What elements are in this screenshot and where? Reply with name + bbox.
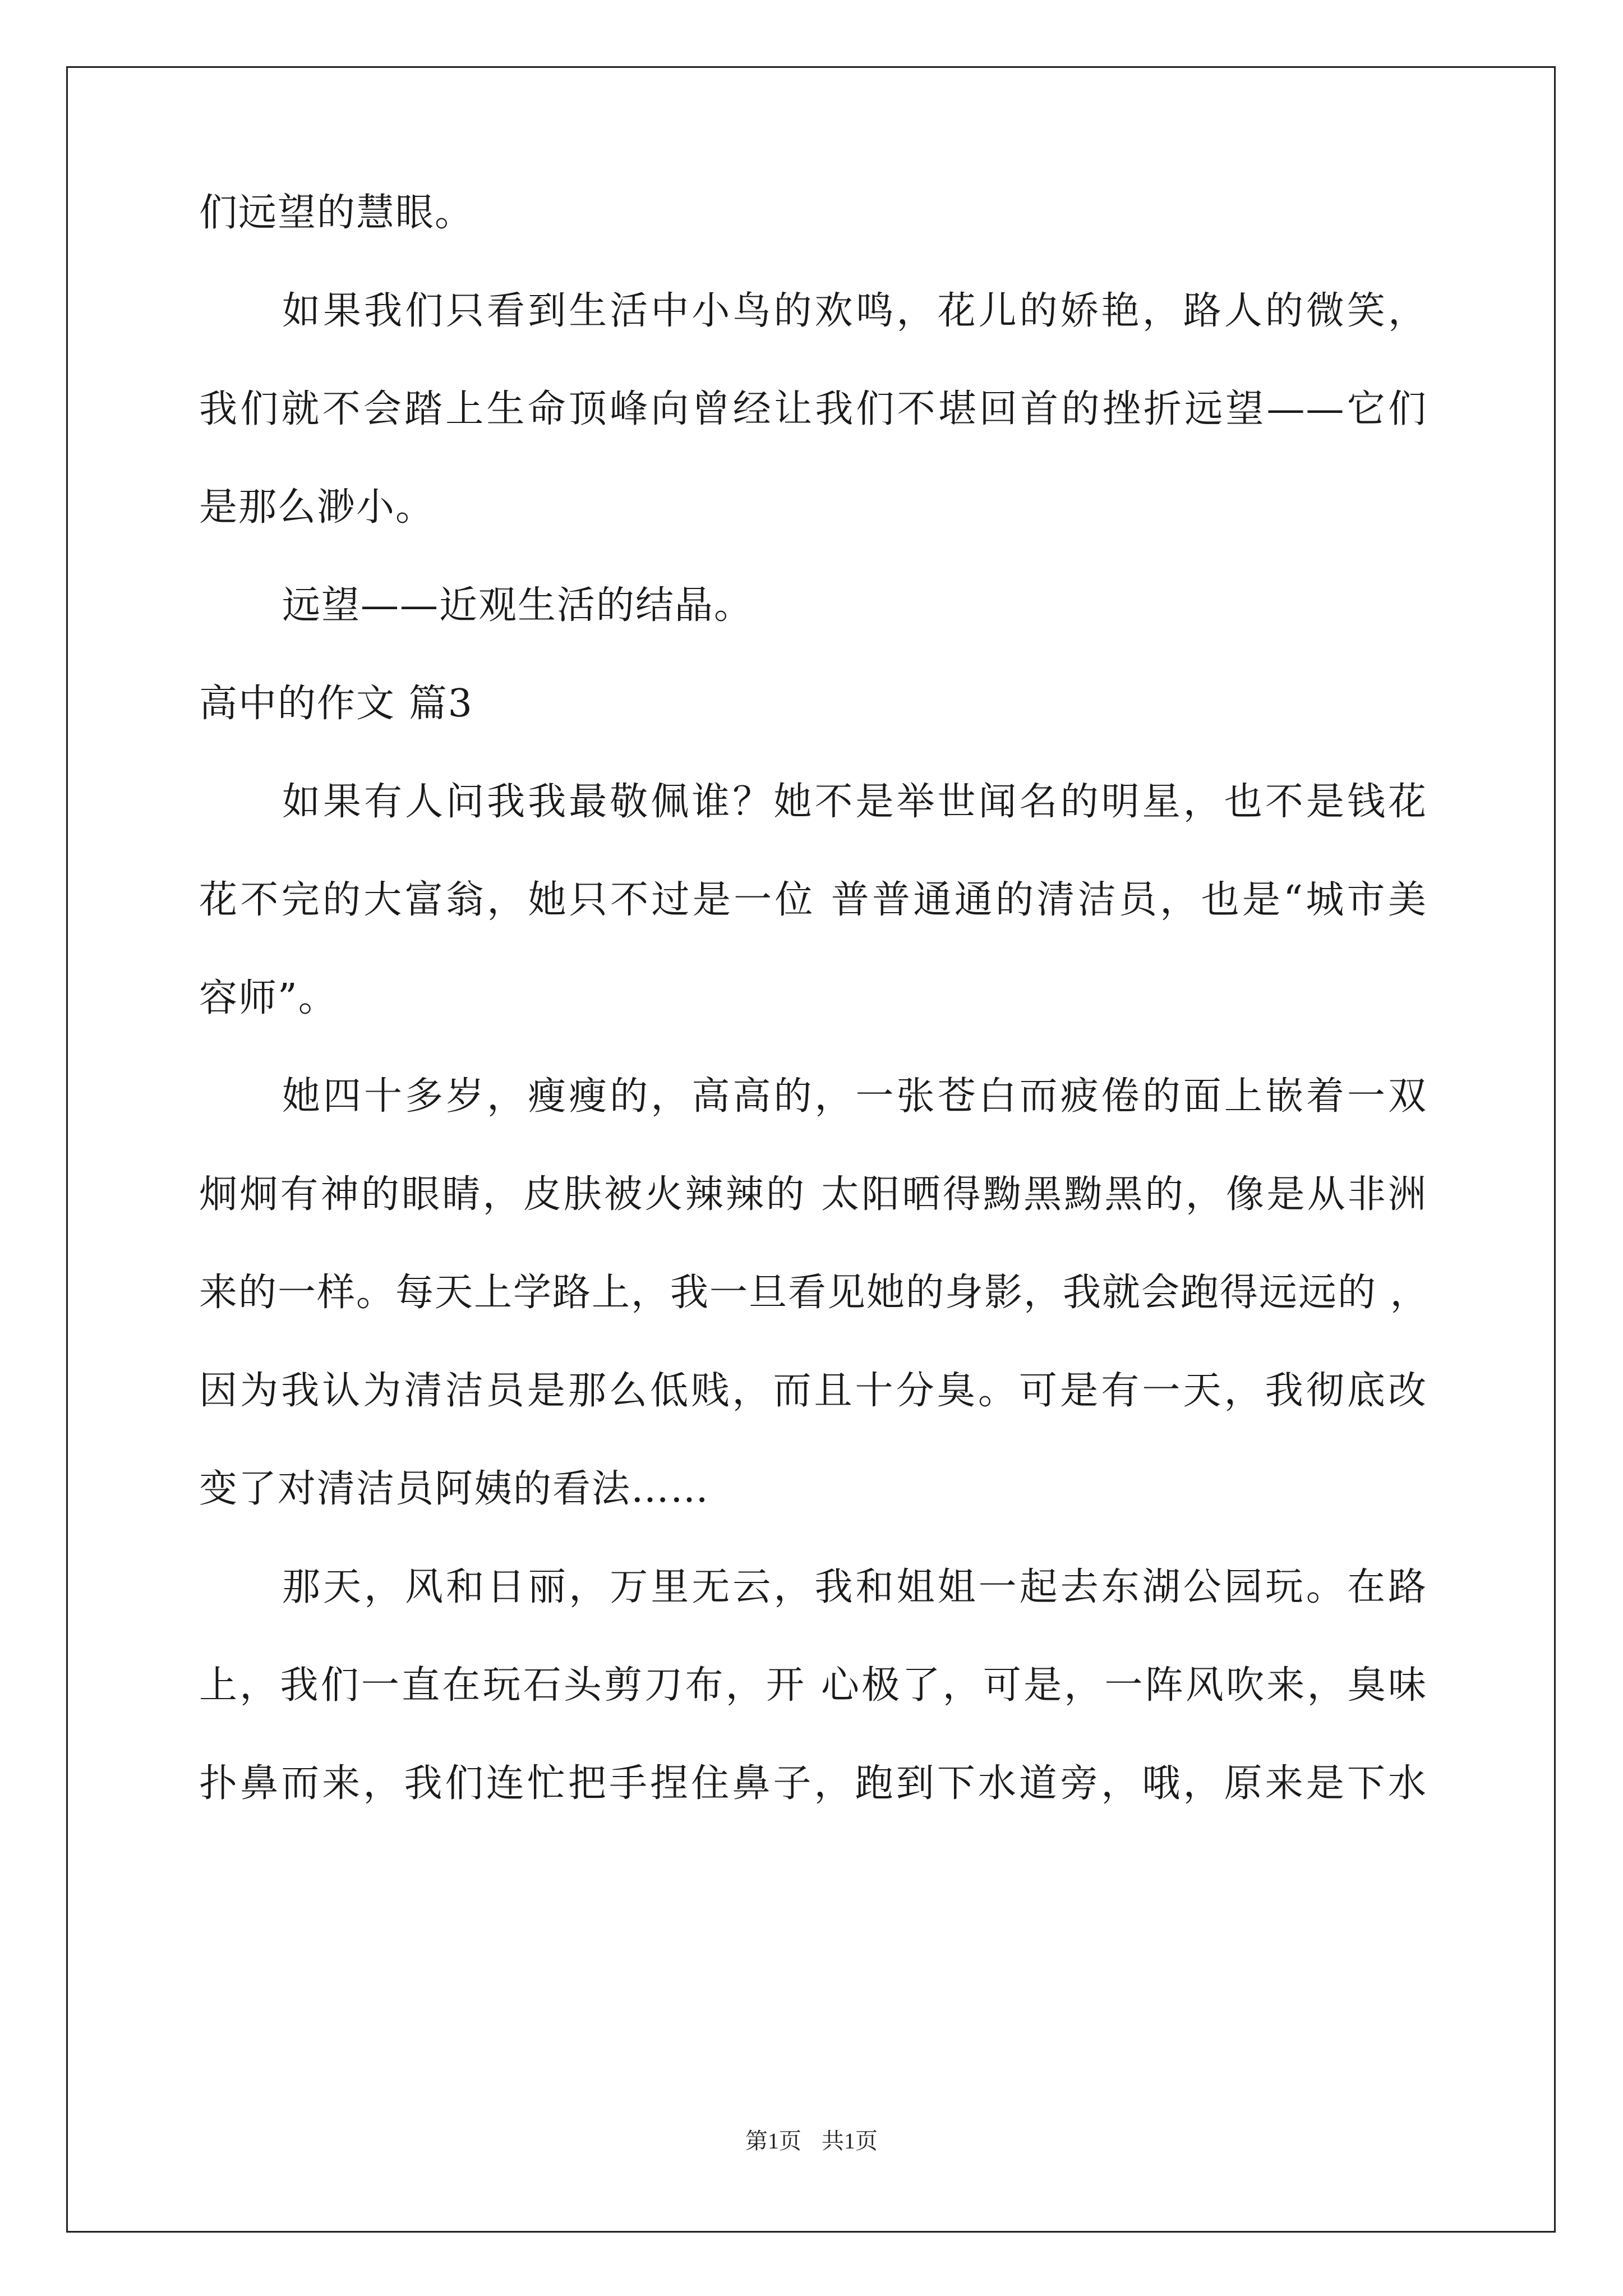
text-line: 炯炯有神的眼睛，皮肤被火辣辣的 太阳晒得黝黑黝黑的，像是从非洲 [199, 1172, 1427, 1217]
text-line: 如果我们只看到生活中小鸟的欢鸣，花儿的娇艳，路人的微笑， [282, 289, 1427, 333]
text-line: 如果有人问我我最敬佩谁？她不是举世闻名的明星，也不是钱花 [282, 780, 1427, 824]
text-line: 我们就不会踏上生命顶峰向曾经让我们不堪回首的挫折远望——它们 [199, 387, 1427, 431]
text-line: 上，我们一直在玩石头剪刀布，开 心极了，可是，一阵风吹来，臭味 [199, 1663, 1427, 1708]
text-line: 变了对清洁员阿姨的看法…… [199, 1467, 710, 1511]
page-footer [0, 2127, 1623, 2155]
page-total: 共1页 [822, 2128, 878, 2154]
text-line: 花不完的大富翁，她只不过是一位 普普通通的清洁员，也是“城市美 [199, 878, 1427, 922]
section-heading: 高中的作文 篇3 [199, 682, 473, 726]
text-line: 来的一样。每天上学路上，我一旦看见她的身影，我就会跑得远远的 ， [199, 1271, 1430, 1315]
text-line: 她四十多岁，瘦瘦的，高高的，一张苍白而疲倦的面上嵌着一双 [282, 1074, 1427, 1119]
text-line: 远望——近观生活的结晶。 [282, 583, 754, 628]
text-line: 因为我认为清洁员是那么低贱，而且十分臭。可是有一天，我彻底改 [199, 1369, 1427, 1413]
text-line: 那天，风和日丽，万里无云，我和姐姐一起去东湖公园玩。在路 [282, 1565, 1427, 1609]
text-line: 容师”。 [199, 976, 338, 1020]
text-line: 们远望的慧眼。 [199, 191, 474, 235]
text-line: 是那么渺小。 [199, 485, 435, 530]
page-number: 第1页 [745, 2128, 801, 2154]
text-line: 扑鼻而来，我们连忙把手捏住鼻子，跑到下水道旁，哦，原来是下水 [199, 1761, 1427, 1806]
